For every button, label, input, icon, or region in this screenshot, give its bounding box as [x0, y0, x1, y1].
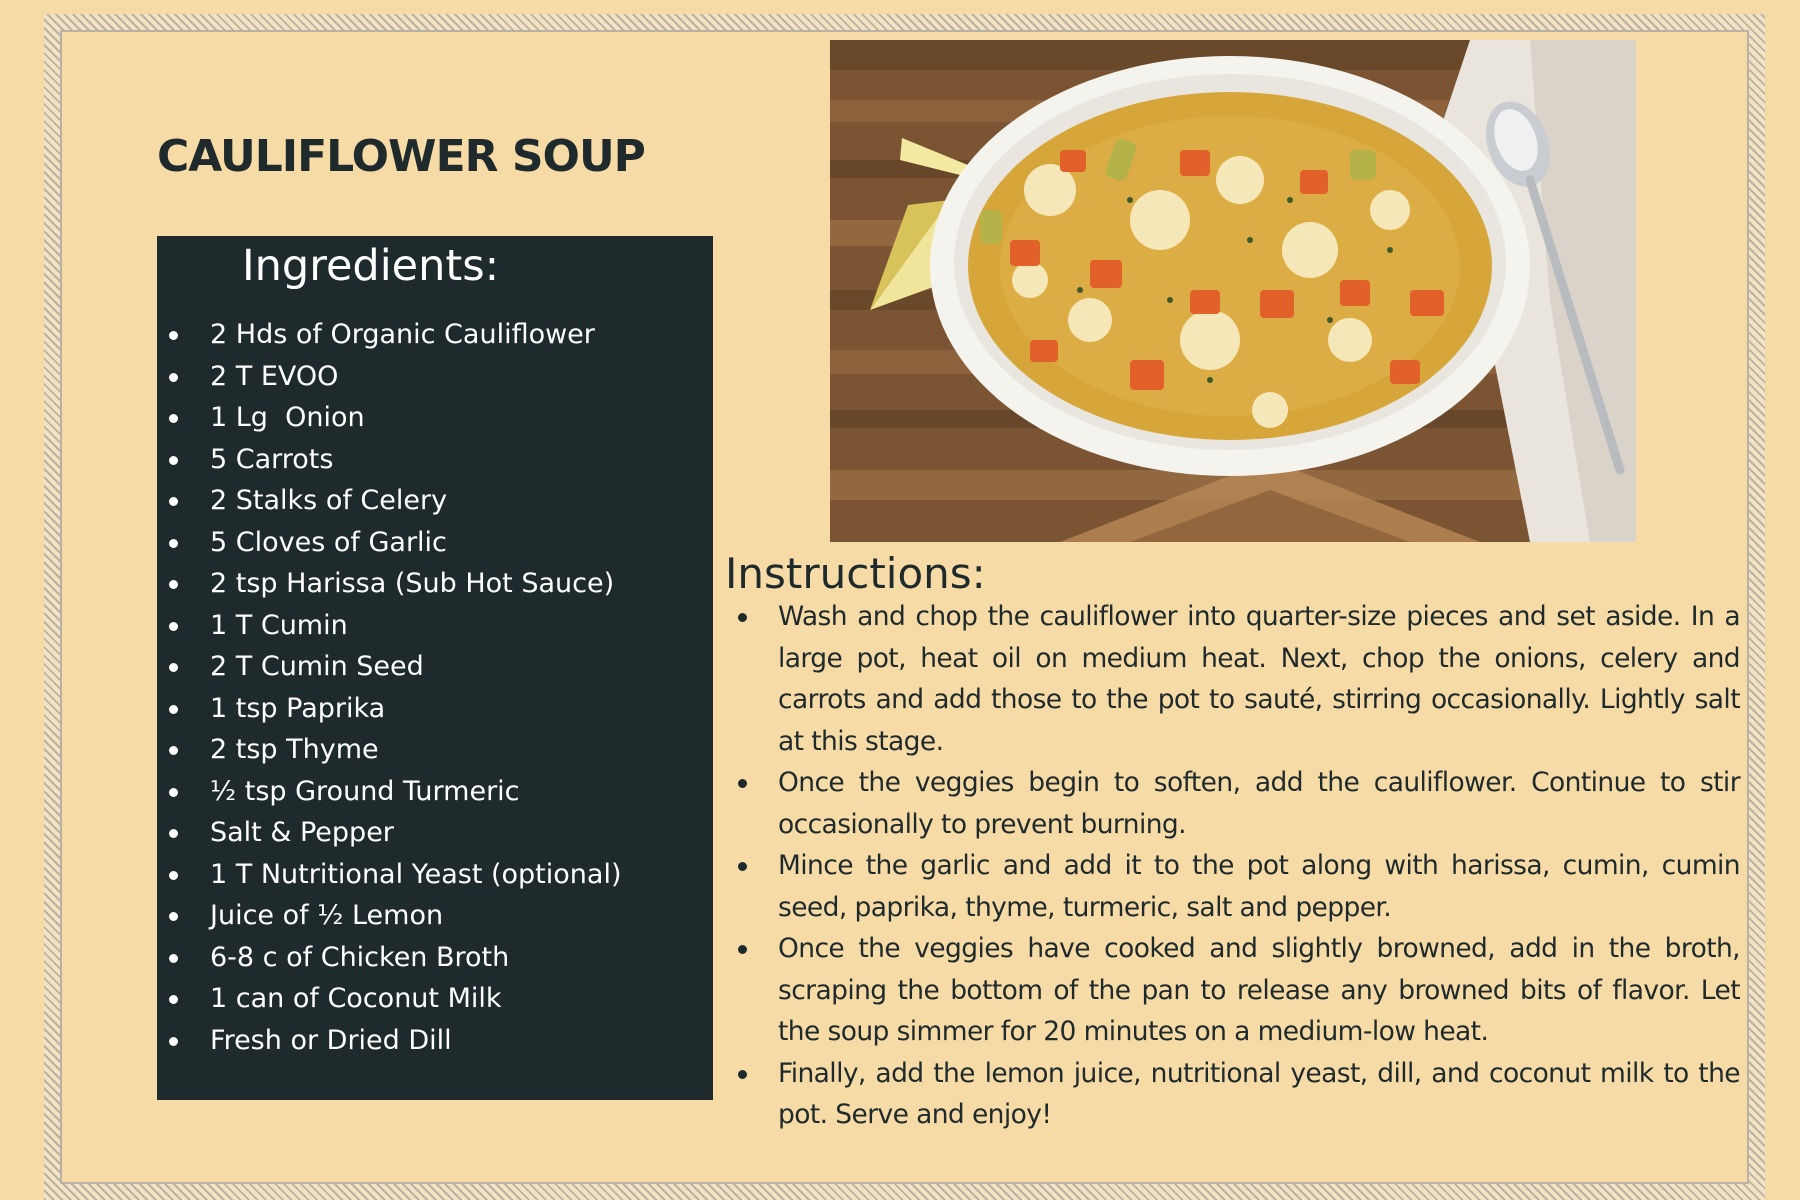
soup-photo	[830, 40, 1636, 542]
ingredient-item: 2 tsp Thyme	[157, 729, 621, 771]
ingredient-item: 1 tsp Paprika	[157, 688, 621, 730]
recipe-title: CAULIFLOWER SOUP	[157, 131, 645, 182]
instruction-step: Mince the garlic and add it to the pot along with harissa, cumin, cumin seed, paprika, thyme, turmeric, salt and pepper.	[725, 845, 1740, 928]
ingredient-item: 1 can of Coconut Milk	[157, 978, 621, 1020]
instruction-step: Finally, add the lemon juice, nutritional yeast, dill, and coconut milk to the pot. Serve and enjoy!	[725, 1053, 1740, 1136]
ingredient-item: 6-8 c of Chicken Broth	[157, 937, 621, 979]
instruction-step: Once the veggies have cooked and slightly browned, add in the broth, scraping the bottom of the pan to release any browned bits of flavor. Let the soup simmer for 20 minutes on a medium-low heat.	[725, 928, 1740, 1053]
ingredient-item: 2 T Cumin Seed	[157, 646, 621, 688]
ingredient-item: Juice of ½ Lemon	[157, 895, 621, 937]
ingredients-heading: Ingredients:	[242, 241, 500, 291]
ingredient-item: 1 T Cumin	[157, 605, 621, 647]
ingredients-panel	[157, 236, 713, 1100]
ingredient-item: 1 Lg Onion	[157, 397, 621, 439]
ingredient-item: 2 Stalks of Celery	[157, 480, 621, 522]
ingredient-item: 2 Hds of Organic Cauliflower	[157, 314, 621, 356]
ingredient-item: 5 Carrots	[157, 439, 621, 481]
ingredients-list	[157, 314, 621, 1061]
ingredient-item: 5 Cloves of Garlic	[157, 522, 621, 564]
ingredient-item: Fresh or Dried Dill	[157, 1020, 621, 1062]
instructions-heading: Instructions:	[725, 549, 986, 598]
ingredient-item: 2 tsp Harissa (Sub Hot Sauce)	[157, 563, 621, 605]
instruction-step: Wash and chop the cauliflower into quarter-size pieces and set aside. In a large pot, heat oil on medium heat. Next, chop the onions, celery and carrots and add those to the pot to sauté, stirring occasionally. Lightly salt at this stage.	[725, 596, 1740, 762]
instructions-list	[725, 596, 1740, 1136]
ingredient-item: 2 T EVOO	[157, 356, 621, 398]
instruction-step: Once the veggies begin to soften, add the cauliflower. Continue to stir occasionally to prevent burning.	[725, 762, 1740, 845]
ingredient-item: ½ tsp Ground Turmeric	[157, 771, 621, 813]
ingredient-item: Salt & Pepper	[157, 812, 621, 854]
ingredient-item: 1 T Nutritional Yeast (optional)	[157, 854, 621, 896]
soup-bowl-illustration	[830, 40, 1636, 542]
